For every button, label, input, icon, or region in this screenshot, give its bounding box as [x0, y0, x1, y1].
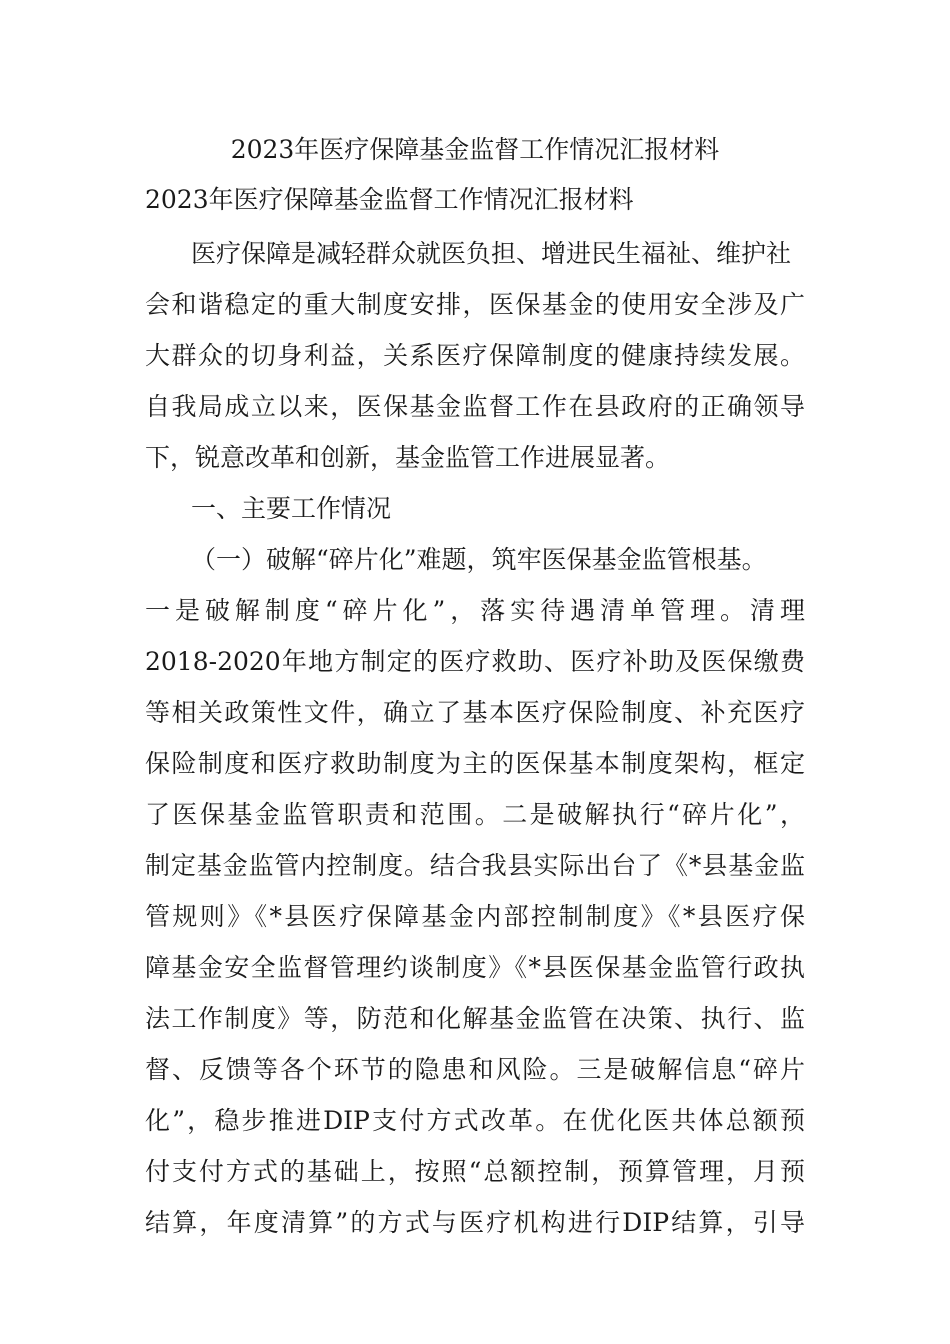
paragraph-line: 制定基金监管内控制度。结合我县实际出台了《*县基金监	[145, 851, 805, 880]
document-title-left: 2023年医疗保障基金监督工作情况汇报材料	[145, 185, 634, 214]
paragraph-line: 自我局成立以来，医保基金监督工作在县政府的正确领导	[145, 392, 805, 421]
paragraph-line: 障基金安全监督管理约谈制度》《*县医保基金监管行政执	[145, 953, 805, 982]
paragraph-line: 一是破解制度“碎片化”，落实待遇清单管理。清理	[145, 596, 805, 625]
paragraph-line: 督、反馈等各个环节的隐患和风险。三是破解信息“碎片	[145, 1055, 805, 1084]
paragraph-line: 付支付方式的基础上，按照“总额控制，预算管理，月预	[145, 1157, 805, 1186]
paragraph-line: 2018-2020年地方制定的医疗救助、医疗补助及医保缴费	[145, 647, 805, 676]
paragraph-line: 会和谐稳定的重大制度安排，医保基金的使用安全涉及广	[145, 290, 805, 319]
paragraph-line: 结算，年度清算”的方式与医疗机构进行DIP结算，引导	[145, 1208, 805, 1237]
paragraph-line: 了医保基金监管职责和范围。二是破解执行“碎片化”，	[145, 800, 805, 829]
paragraph-line: 保险制度和医疗救助制度为主的医保基本制度架构，框定	[145, 749, 805, 778]
section-heading: 一、主要工作情况	[191, 494, 392, 523]
document-body	[145, 228, 805, 1248]
document-title-centered: 2023年医疗保障基金监督工作情况汇报材料	[230, 135, 720, 164]
paragraph-line: 大群众的切身利益，关系医疗保障制度的健康持续发展。	[145, 341, 805, 370]
paragraph-line: 医疗保障是减轻群众就医负担、增进民生福祉、维护社	[191, 239, 792, 268]
paragraph-line: 法工作制度》等，防范和化解基金监管在决策、执行、监	[145, 1004, 805, 1033]
paragraph-line: 下，锐意改革和创新，基金监管工作进展显著。	[145, 443, 671, 472]
paragraph-line: 化”，稳步推进DIP支付方式改革。在优化医共体总额预	[145, 1106, 805, 1135]
paragraph-line: 管规则》《*县医疗保障基金内部控制制度》《*县医疗保	[145, 902, 805, 931]
subsection-heading: （一）破解“碎片化”难题，筑牢医保基金监管根基。	[191, 545, 767, 574]
paragraph-line: 等相关政策性文件，确立了基本医疗保险制度、补充医疗	[145, 698, 805, 727]
